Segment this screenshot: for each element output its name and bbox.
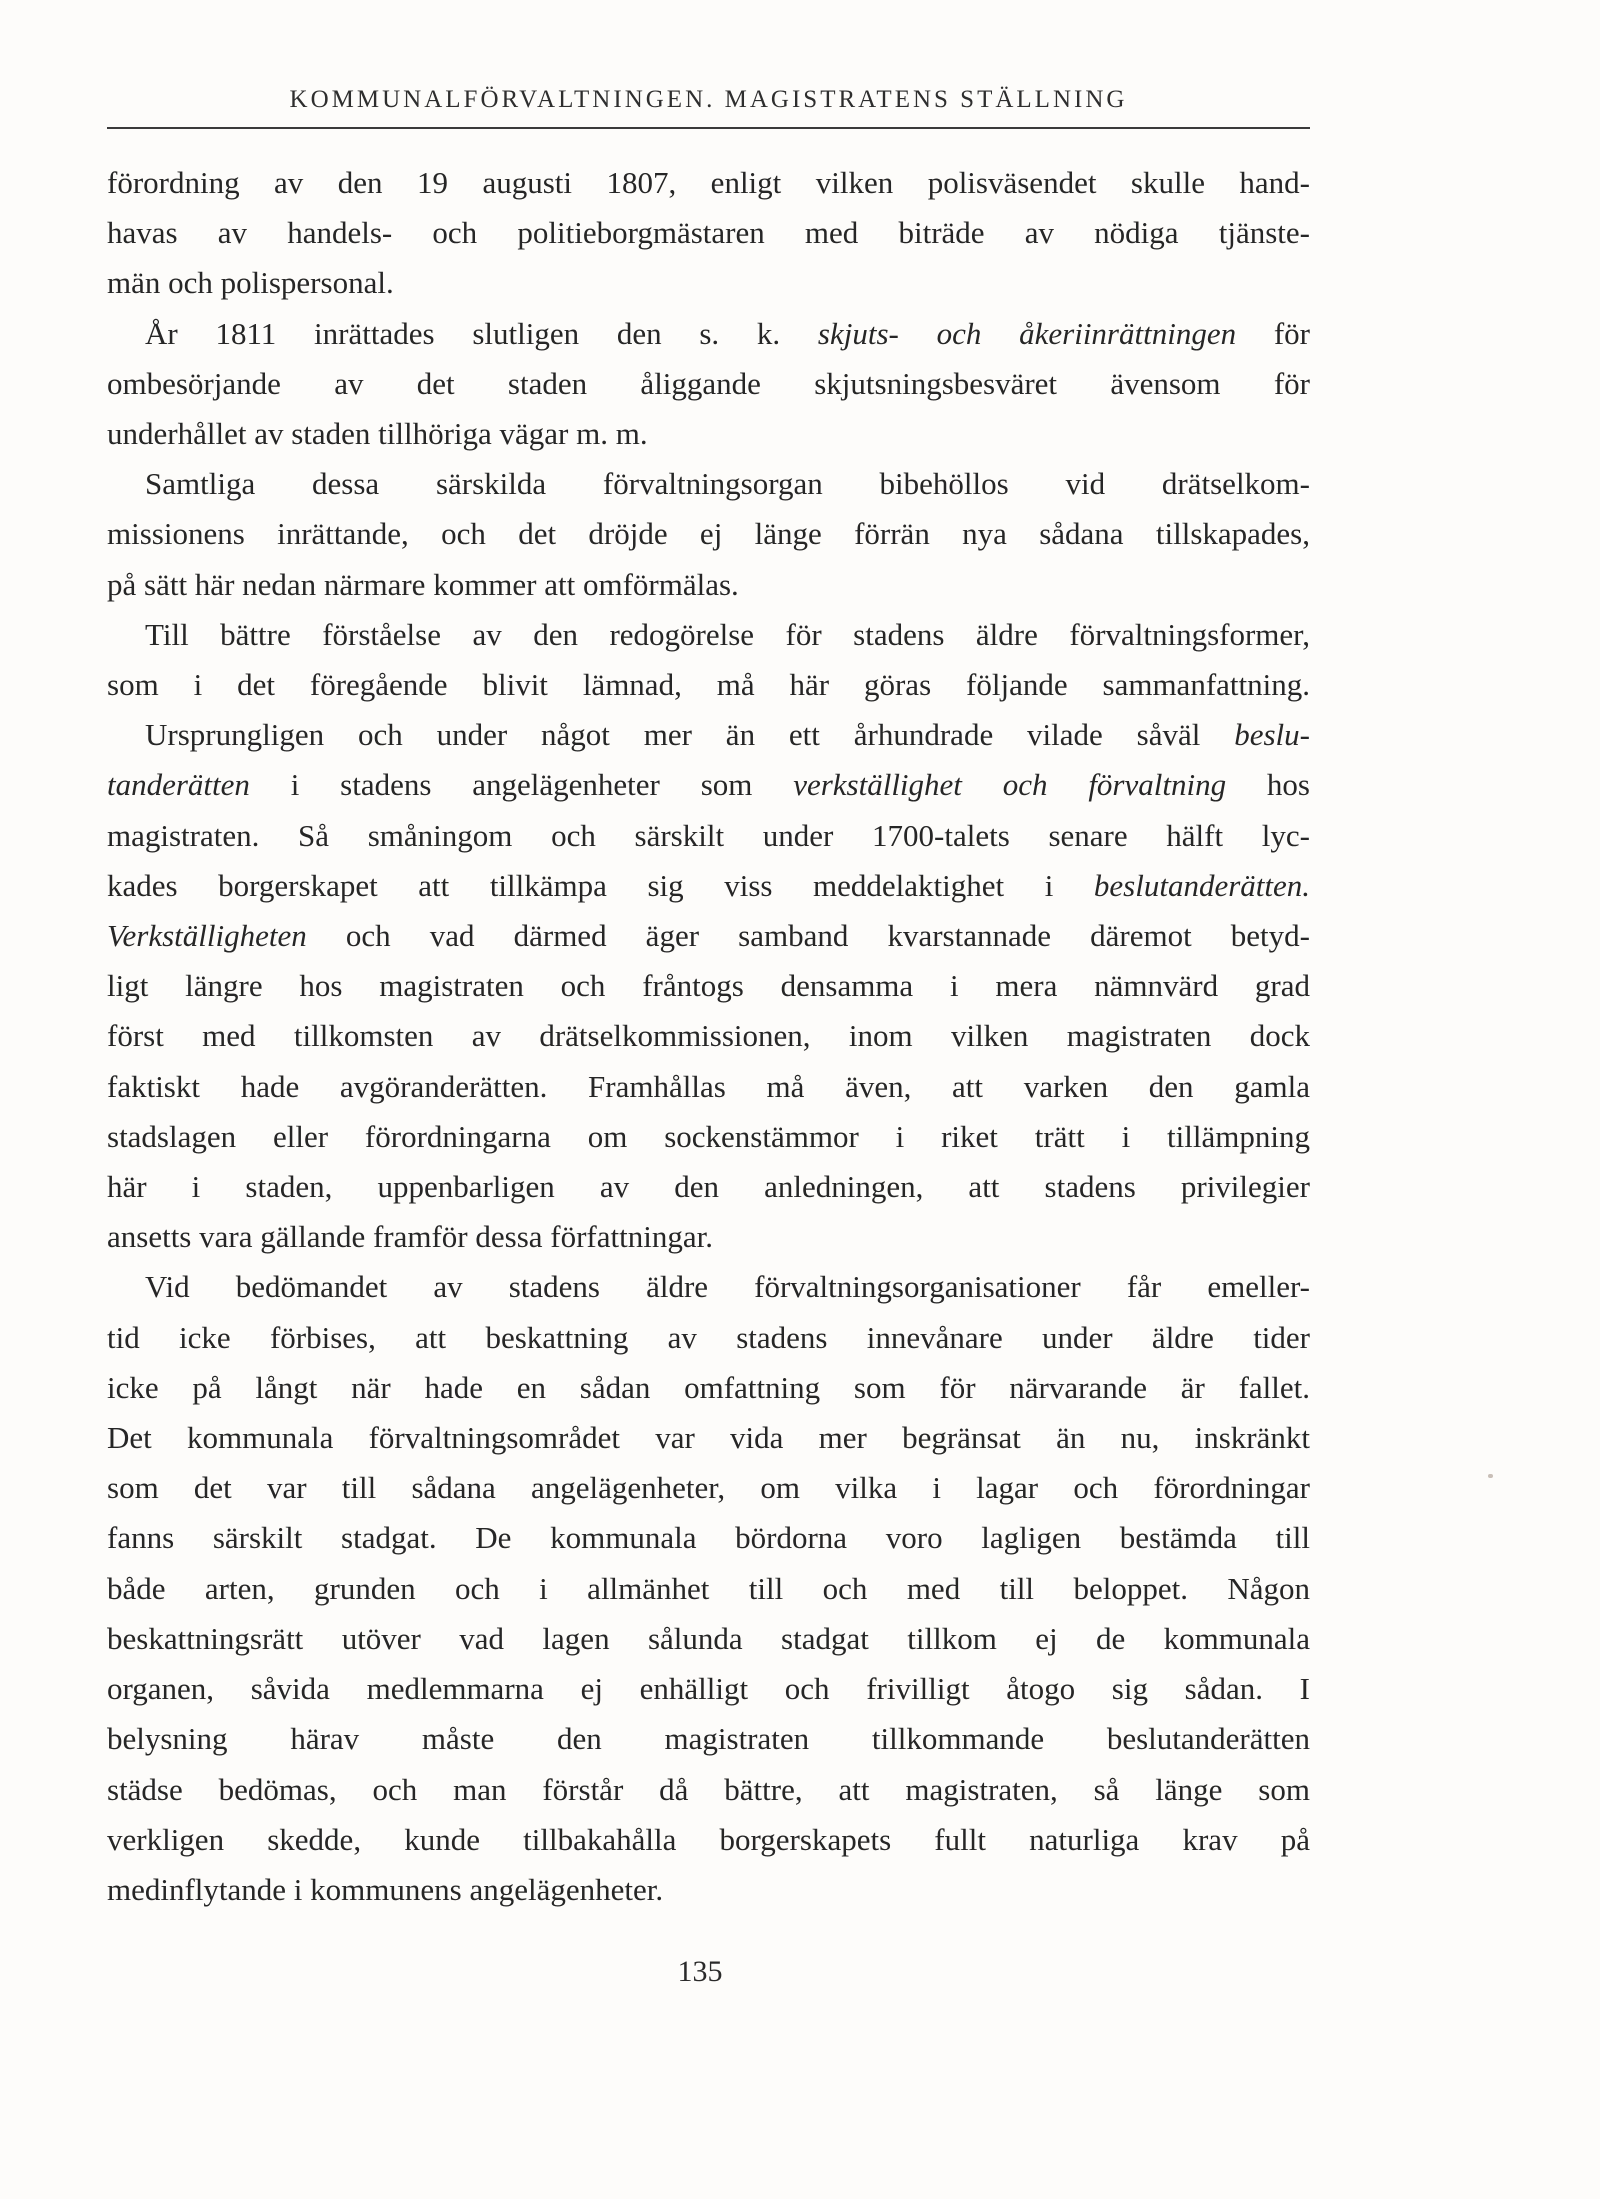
emphasis: tanderätten xyxy=(107,767,250,803)
paragraph-1 xyxy=(107,158,1310,309)
text-line: Det kommunala förvaltningsområdet var vida mer begränsat än nu, inskränkt xyxy=(107,1420,1310,1456)
paragraph-6 xyxy=(107,1262,1310,1915)
text-line: Vid bedömandet av stadens äldre förvaltningsorganisationer får emeller- xyxy=(145,1269,1310,1305)
running-head: KOMMUNALFÖRVALTNINGEN. MAGISTRATENS STÄLLNING xyxy=(289,86,1128,113)
text-line: belysning härav måste den magistraten tillkommande beslutanderätten xyxy=(107,1721,1310,1757)
text-line: ombesörjande av det staden åliggande skjutsningsbesväret ävensom för xyxy=(107,365,1310,401)
emphasis: beslu- xyxy=(1234,717,1310,753)
text-line: tid icke förbises, att beskattning av stadens innevånare under äldre tider xyxy=(107,1319,1310,1355)
text-line: medinflytande i kommunens angelägenheter. xyxy=(107,1871,664,1907)
text-line: som i det föregående blivit lämnad, må här göras följande sammanfattning. xyxy=(107,667,1310,703)
paragraph-2 xyxy=(107,309,1310,460)
text-line: missionens inrättande, och det dröjde ej länge förrän nya sådana tillskapades, xyxy=(107,516,1310,552)
text-line: här i staden, uppenbarligen av den anledningen, att stadens privilegier xyxy=(107,1169,1310,1205)
text-line: År 1811 inrättades slutligen den s. k. skjuts- och åkeriinrättningen för xyxy=(145,315,1310,351)
paragraph-5 xyxy=(107,710,1310,1262)
text-line: organen, såvida medlemmarna ej enhälligt och frivilligt åtogo sig sådan. I xyxy=(107,1671,1310,1707)
emphasis: Verkställigheten xyxy=(107,918,307,954)
text-line: havas av handels- och politieborgmästaren med biträde av nödiga tjänste- xyxy=(107,215,1310,251)
emphasis: verkställighet och förvaltning xyxy=(793,767,1227,803)
paragraph-4 xyxy=(107,610,1310,710)
text-line: Till bättre förståelse av den redogörelse för stadens äldre förvaltningsformer, xyxy=(145,616,1310,652)
text-line: beskattningsrätt utöver vad lagen sålunda stadgat tillkom ej de kommunala xyxy=(107,1620,1310,1656)
text-line: ansetts vara gällande framför dessa författningar. xyxy=(107,1219,713,1255)
text-line: kades borgerskapet att tillkämpa sig viss meddelaktighet i beslutanderätten. xyxy=(107,867,1310,903)
text-line: först med tillkomsten av drätselkommissionen, inom vilken magistraten dock xyxy=(107,1018,1310,1054)
text-line: magistraten. Så småningom och särskilt under 1700-talets senare hälft lyc- xyxy=(107,817,1310,853)
text-line: städse bedömas, och man förstår då bättre, att magistraten, så länge som xyxy=(107,1771,1310,1807)
paper-speck xyxy=(1488,1474,1493,1478)
text-line: stadslagen eller förordningarna om sockenstämmor i riket trätt i tillämpning xyxy=(107,1118,1310,1154)
text-line: underhållet av staden tillhöriga vägar m. m. xyxy=(107,416,648,452)
text-line: Verkställigheten och vad därmed äger samband kvarstannade däremot betyd- xyxy=(107,918,1310,954)
text-line: faktiskt hade avgöranderätten. Framhållas må även, att varken den gamla xyxy=(107,1068,1310,1104)
text-line: både arten, grunden och i allmänhet till och med till beloppet. Någon xyxy=(107,1570,1310,1606)
text-line: som det var till sådana angelägenheter, om vilka i lagar och förordningar xyxy=(107,1470,1310,1506)
paragraph-3 xyxy=(107,459,1310,610)
text-line: tanderätten i stadens angelägenheter som verkställighet och förvaltning hos xyxy=(107,767,1310,803)
page-number: 135 xyxy=(677,1955,723,1988)
body-text xyxy=(107,158,1310,1915)
emphasis: beslutanderätten. xyxy=(1093,867,1310,903)
header-rule xyxy=(107,127,1310,129)
text-line: verkligen skedde, kunde tillbakahålla borgerskapets fullt naturliga krav på xyxy=(107,1821,1310,1857)
text-line: Ursprungligen och under något mer än ett århundrade vilade såväl beslu- xyxy=(145,717,1310,753)
text-line: fanns särskilt stadgat. De kommunala bördorna voro lagligen bestämda till xyxy=(107,1520,1310,1556)
text-line: icke på långt när hade en sådan omfattning som för närvarande är fallet. xyxy=(107,1369,1310,1405)
emphasis: skjuts- och åkeriinrättningen xyxy=(817,315,1237,351)
text-line: ligt längre hos magistraten och fråntogs densamma i mera nämnvärd grad xyxy=(107,968,1310,1004)
text-line: Samtliga dessa särskilda förvaltningsorgan bibehöllos vid drätselkom- xyxy=(145,466,1310,502)
text-line: på sätt här nedan närmare kommer att omförmälas. xyxy=(107,566,739,602)
text-line: förordning av den 19 augusti 1807, enligt vilken polisväsendet skulle hand- xyxy=(107,165,1310,200)
text-line: män och polispersonal. xyxy=(107,265,394,301)
